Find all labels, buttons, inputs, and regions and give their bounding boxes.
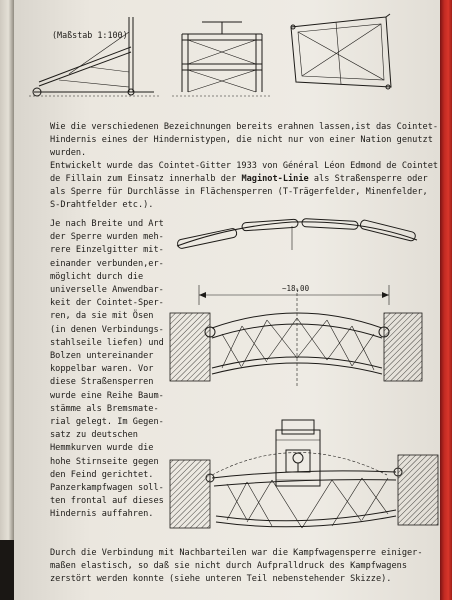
scale-label: (Maßstab 1:100) bbox=[52, 30, 128, 40]
paragraph-1-line-2: Hindernis eines der Hindernistypen, die nicht nur von einer Nation genutzt bbox=[50, 135, 433, 145]
paragraph-2-line-2: de Fillain zum Einsatz innerhalb der Maginot-Linie als Straßensperre oder bbox=[50, 174, 428, 184]
barrier-chain-top-view bbox=[162, 298, 432, 398]
barrier-tank-impact-view bbox=[162, 420, 442, 540]
column-line: den Feind gerichtet. bbox=[50, 469, 154, 480]
narrow-text-column bbox=[50, 218, 180, 522]
column-line: ren, da sie mit Ösen bbox=[50, 311, 154, 322]
cointet-top-view bbox=[286, 12, 396, 97]
column-line: Je nach Breite und Art bbox=[50, 219, 164, 229]
column-line: satz zu deutschen bbox=[50, 430, 138, 441]
column-line: stämme als Bremsmate- bbox=[50, 403, 159, 414]
column-line: Panzerkampfwagen soll- bbox=[50, 483, 164, 494]
column-line: Bolzen untereinander bbox=[50, 351, 154, 362]
column-line: möglicht durch die bbox=[50, 271, 144, 282]
paragraph-3-line-2: maßen elastisch, so daß sie nicht durch Aufpralldruck des Kampfwagens bbox=[50, 561, 407, 571]
column-line: einander verbunden,er- bbox=[50, 258, 164, 269]
paragraph-2-line-4: S-Drahtfelder etc.). bbox=[50, 200, 154, 210]
column-line: rial gelegt. Im Gegen- bbox=[50, 417, 164, 428]
column-line: universelle Anwendbar- bbox=[50, 285, 164, 296]
column-line: Hindernis auffahren. bbox=[50, 509, 154, 520]
column-line: koppelbar waren. Vor bbox=[50, 364, 154, 375]
paragraph-3-line-1: Durch die Verbindung mit Nachbarteilen war die Kampfwagensperre einiger- bbox=[50, 548, 423, 558]
paragraph-2-line-3: als Sperre für Durchlässe in Flächensperren (T-Trägerfelder, Minenfelder, bbox=[50, 187, 428, 197]
column-line: hohe Stirnseite gegen bbox=[50, 456, 159, 467]
column-line: rere Einzelgitter mit- bbox=[50, 245, 164, 256]
brake-logs-drawing bbox=[172, 212, 422, 252]
column-line: ten frontal auf dieses bbox=[50, 496, 164, 507]
paragraph-3-line-3: zerstört werden konnte (siehe unteren Teil nebenstehender Skizze). bbox=[50, 574, 392, 584]
column-line: der Sperre wurden meh- bbox=[50, 232, 164, 243]
cointet-front-view bbox=[172, 14, 272, 99]
book-page bbox=[14, 0, 440, 600]
column-line: keit der Cointet-Sper- bbox=[50, 298, 164, 309]
column-line: diese Straßensperren bbox=[50, 377, 154, 388]
paragraph-1-line-3: wurden. bbox=[50, 148, 87, 158]
paragraph-1-line-1: Wie die verschiedenen Bezeichnungen bereits erahnen lassen,ist das Cointet- bbox=[50, 122, 439, 132]
column-line: (in denen Verbindungs- bbox=[50, 324, 164, 335]
cointet-side-view bbox=[29, 12, 159, 102]
background-corner bbox=[0, 540, 14, 600]
red-book-cover-edge bbox=[440, 0, 452, 600]
column-line: stahlseile liefen) und bbox=[50, 337, 164, 348]
paragraph-2-line-1: Entwickelt wurde das Cointet-Gitter 1933 von Général Léon Edmond de Cointet bbox=[50, 161, 439, 171]
span-width-label: ~18,00 bbox=[282, 284, 310, 293]
column-line: Hemmkurven wurde die bbox=[50, 443, 154, 454]
maginot-linie-term: Maginot-Linie bbox=[241, 174, 309, 184]
column-line: wurde eine Reihe Baum- bbox=[50, 390, 164, 401]
facing-page-edge bbox=[0, 0, 14, 600]
